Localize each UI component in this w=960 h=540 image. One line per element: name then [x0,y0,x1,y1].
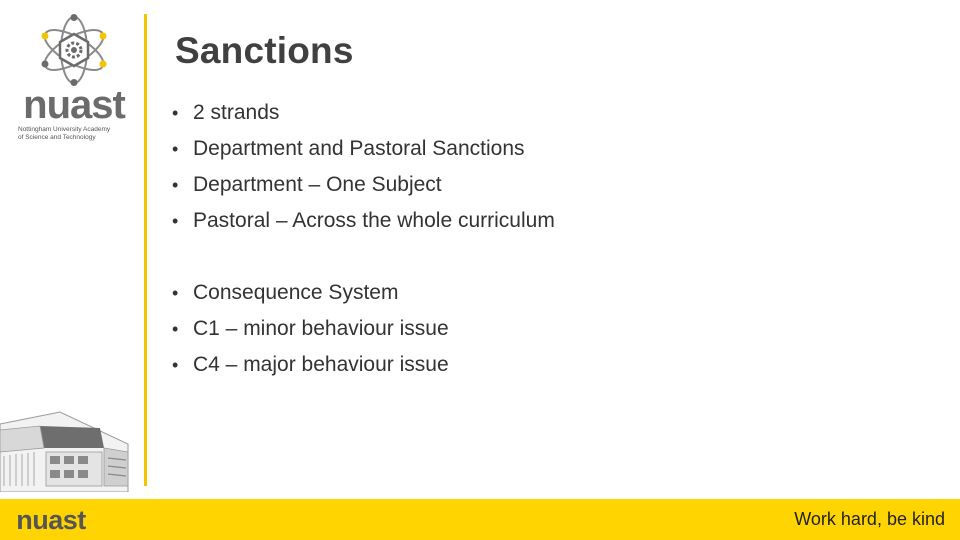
bullet-text: Department and Pastoral Sanctions [193,137,525,160]
logo-tagline [18,126,134,141]
bullet-text: 2 strands [193,101,280,124]
bullet-item [172,311,449,347]
tagline-line-2: of Science and Technology [18,133,96,141]
nuast-logo [14,14,132,146]
bullet-list-strands [172,95,555,239]
bullet-dot: • [172,175,179,195]
bullet-item [172,131,555,167]
atom-gear-icon [38,14,110,86]
bullet-dot: • [172,211,179,231]
bullet-list-consequences [172,275,449,383]
bullet-item [172,167,555,203]
bullet-dot: • [172,319,179,339]
school-building-illustration [0,408,132,492]
bullet-item [172,95,555,131]
bullet-dot: • [172,283,179,303]
bullet-text: Consequence System [193,281,399,304]
bullet-dot: • [172,355,179,375]
footer-nuast-logo [10,507,92,533]
slide-title: Sanctions [175,30,354,71]
bullet-dot: • [172,139,179,159]
bullet-text: C1 – minor behaviour issue [193,317,449,340]
tagline-line-1: Nottingham University Academy [18,126,111,133]
bullet-item [172,275,449,311]
bullet-text: Pastoral – Across the whole curriculum [193,209,555,232]
svg-text:nuast: nuast [23,84,125,126]
bullet-text: C4 – major behaviour issue [193,353,449,376]
footer-bar [0,499,960,540]
bullet-text: Department – One Subject [193,173,442,196]
vertical-divider [144,14,147,486]
bullet-item [172,203,555,239]
svg-text:nuast: nuast [16,507,86,533]
nuast-wordmark [18,84,130,126]
bullet-dot: • [172,103,179,123]
bullet-item [172,347,449,383]
footer-motto: Work hard, be kind [794,509,945,529]
